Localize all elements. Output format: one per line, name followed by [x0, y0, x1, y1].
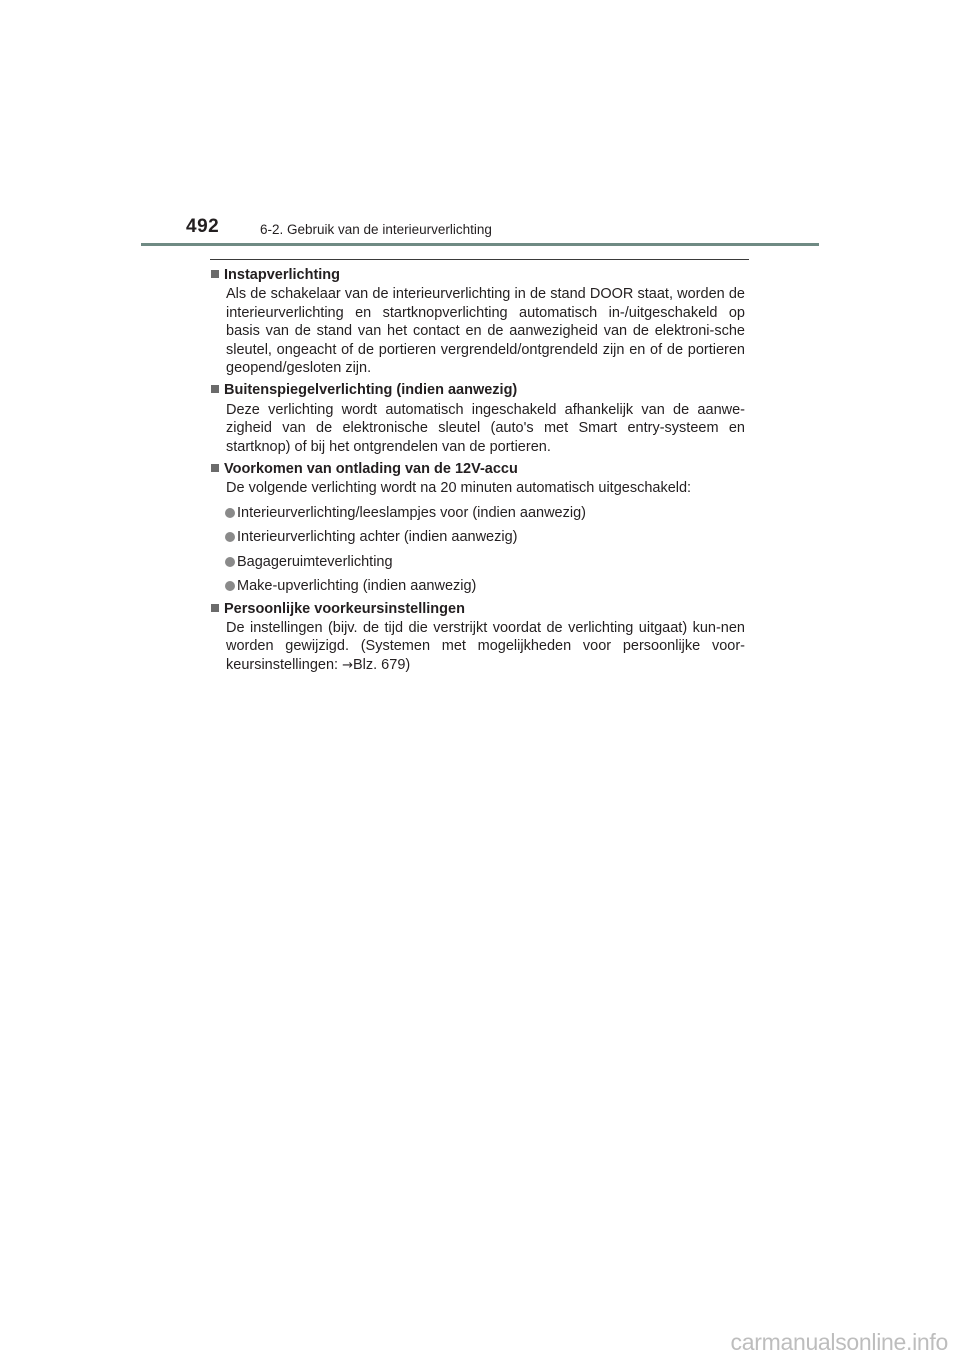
paragraph-text: De instellingen (bijv. de tijd die verstrijkt voordat de verlichting uitgaat) kun-nen worden gewijzigd. (Systemen met mogelijkheden voor persoonlijke voor-keursinstellingen:: [226, 619, 745, 673]
list-item: [210, 553, 745, 571]
square-bullet-icon: [211, 464, 219, 472]
list-item: [210, 504, 745, 522]
header-divider: [141, 243, 819, 246]
page-reference-link[interactable]: Blz. 679): [352, 656, 411, 673]
list-item: [210, 577, 745, 595]
list-item-text: Interieurverlichting/leeslampjes voor (indien aanwezig): [237, 504, 586, 521]
list-item-text: Bagageruimteverlichting: [237, 553, 393, 570]
heading-text: Instapverlichting: [224, 267, 341, 283]
watermark: carmanualsonline.info: [730, 1329, 948, 1355]
content-body: [210, 266, 745, 679]
circle-bullet-icon: [225, 557, 235, 567]
heading-text: Voorkomen van ontlading van de 12V-accu: [224, 461, 518, 478]
section-heading: [210, 460, 745, 478]
section-title: 6-2. Gebruik van de interieurverlichting: [260, 222, 492, 237]
section-heading: [210, 266, 745, 284]
heading-text: Buitenspiegelverlichting (indien aanwezig): [224, 382, 518, 399]
arrow-icon: →: [342, 657, 353, 673]
circle-bullet-icon: [225, 532, 235, 542]
section-paragraph: [210, 619, 745, 675]
content-divider: [210, 259, 749, 260]
section-heading: [210, 600, 745, 618]
list-item-text: Make-upverlichting (indien aanwezig): [237, 578, 477, 595]
circle-bullet-icon: [225, 581, 235, 591]
section-heading: [210, 381, 745, 399]
list-item-text: Interieurverlichting achter (indien aanwezig): [237, 529, 518, 546]
square-bullet-icon: [211, 604, 219, 612]
section-paragraph: Als de schakelaar van de interieurverlichting in de stand DOOR staat, worden de interieurverlichting en startknopverlichting automatisch in-/uitgeschakeld op basis van de stand van het contact en de aanwezigheid van de elektroni-sche sleutel, ongeacht of de portieren vergrendeld/ontgrendeld zijn en of de portieren geopend/gesloten zijn.: [226, 286, 745, 377]
heading-text: Persoonlijke voorkeursinstellingen: [224, 600, 465, 617]
section-paragraph: De volgende verlichting wordt na 20 minuten automatisch uitgeschakeld:: [226, 480, 692, 497]
page-number: 492: [186, 216, 220, 237]
square-bullet-icon: [211, 385, 219, 393]
circle-bullet-icon: [225, 508, 235, 518]
square-bullet-icon: [211, 270, 219, 278]
section-paragraph: Deze verlichting wordt automatisch ingeschakeld afhankelijk van de aanwe-zigheid van de elektronische sleutel (auto's met Smart entry-systeem en startknop) of bij het ontgrendelen van de portieren.: [226, 401, 745, 455]
list-item: [210, 528, 745, 546]
